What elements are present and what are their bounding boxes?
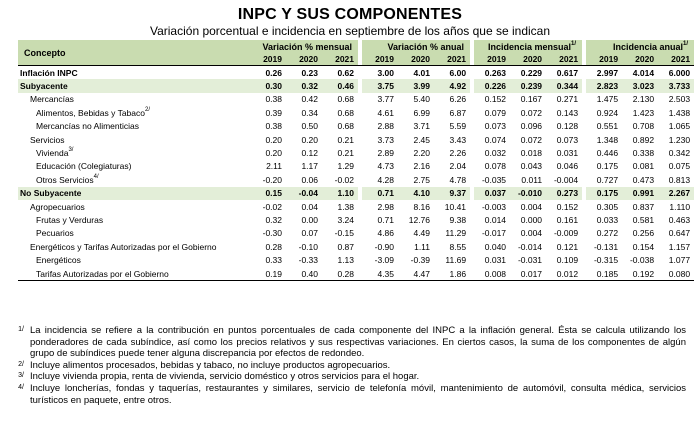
table-cell: 4.35 (362, 267, 398, 281)
table-cell: 0.344 (546, 79, 582, 92)
table-cell: 0.06 (301, 174, 318, 185)
year-header: 2021 (434, 53, 470, 66)
table-row (18, 240, 694, 253)
table-cell: 0.708 (632, 121, 655, 132)
table-cell: 4.73 (377, 161, 395, 172)
table-cell: -0.10 (298, 241, 318, 252)
table-cell: 0.072 (520, 134, 543, 145)
table-cell: 2.11 (266, 161, 282, 172)
table-cell: 4.49 (413, 228, 431, 239)
table-cell: 0.031 (484, 255, 507, 266)
table-cell: 3.43 (449, 134, 467, 145)
table-cell: 0.04 (301, 201, 318, 212)
table-subtitle: Variación porcentual e incidencia en septiembre de los años que se indican (149, 24, 551, 38)
table-cell: 0.551 (596, 121, 619, 132)
group-header-monthly-incidence: Incidencia mensual$^{1/}$ (474, 40, 582, 53)
table-cell: 0.68 (337, 94, 355, 105)
table-row (18, 173, 694, 186)
table-cell: 0.40 (286, 267, 322, 281)
row-label: Energéticos (36, 255, 81, 266)
table-cell: 0.154 (632, 241, 655, 252)
table-cell: 0.342 (668, 148, 691, 159)
table-cell: 0.19 (250, 267, 286, 281)
table-cell: -0.004 (553, 174, 579, 185)
table-cell: 0.727 (596, 174, 619, 185)
table-cell: 3.75 (362, 79, 398, 92)
table-cell: 3.73 (377, 134, 395, 145)
table-cell: -0.017 (481, 228, 507, 239)
table-cell: 0.074 (484, 134, 507, 145)
row-label: Alimentos, Bebidas y Tabaco$^{2/}$ (36, 106, 151, 118)
table-cell: 0.192 (622, 267, 658, 281)
table-cell: 5.59 (449, 121, 467, 132)
table-cell: 0.018 (520, 148, 543, 159)
table-cell: 0.20 (265, 148, 282, 159)
table-cell: -3.09 (374, 255, 395, 266)
table-cell: 0.338 (632, 148, 655, 159)
table-cell: 0.000 (520, 214, 543, 225)
table-cell: 0.446 (596, 148, 619, 159)
table-cell: 0.23 (286, 66, 322, 80)
table-cell: -0.315 (593, 255, 619, 266)
table-cell: -0.39 (410, 255, 431, 266)
table-cell: 1.110 (669, 201, 691, 212)
table-cell: 0.68 (337, 107, 355, 118)
table-row (18, 79, 694, 92)
table-cell: 3.023 (622, 79, 658, 92)
table-cell: 11.29 (445, 228, 467, 239)
group-header-annual-variation: Variación % anual (362, 40, 470, 53)
table-cell: 0.109 (556, 255, 579, 266)
footnote: 3/ Incluye vivienda propia, renta de vivienda, servicio doméstico y otros servicios para el hogar. (18, 371, 420, 383)
table-cell: 0.837 (632, 201, 655, 212)
concept-header: Concepto (18, 40, 250, 66)
table-cell: -0.031 (517, 255, 543, 266)
table-cell: 4.78 (449, 174, 467, 185)
table-cell: 1.38 (337, 201, 355, 212)
table-cell: -0.010 (510, 187, 546, 200)
table-cell: 0.031 (556, 148, 579, 159)
table-row (18, 200, 694, 213)
table-cell: -0.02 (334, 174, 355, 185)
table-cell: 4.92 (434, 79, 470, 92)
table-cell: -0.15 (334, 228, 355, 239)
footnote: 1/ La incidencia se refiere a la contribución en puntos porcentuales de cada componente del INPC a la inflación general. Ésta se calcula utilizando los ponderadores de cada subíndice, así como los precios relativos y sus respectivas variaciones. En ciertos casos, la suma de los componentes de algún grupo de subíndices puede tener alguna discrepancia por efectos de redondeo. (18, 325, 686, 360)
row-label: Mercancías no Alimenticias (36, 121, 139, 132)
row-label: Energéticos y Tarifas Autorizadas por el Gobierno (30, 241, 217, 252)
table-cell: 0.004 (520, 201, 543, 212)
table-cell: 1.10 (322, 187, 358, 200)
table-cell: 0.30 (250, 79, 286, 92)
table-cell: 0.161 (556, 214, 579, 225)
table-cell: 2.98 (377, 201, 395, 212)
table-cell: 6.000 (658, 66, 694, 80)
table-cell: 1.475 (596, 94, 619, 105)
row-label: Inflación INPC (18, 66, 250, 80)
table-cell: 3.71 (413, 121, 431, 132)
table-cell: -0.90 (374, 241, 395, 252)
table-cell: 0.152 (484, 94, 507, 105)
table-row (18, 146, 694, 159)
table-row (18, 160, 694, 173)
table-cell: 1.423 (632, 107, 655, 118)
row-label: Tarifas Autorizadas por el Gobierno (18, 267, 250, 281)
table-row (18, 133, 694, 146)
table-cell: 1.065 (668, 121, 691, 132)
table-cell: 0.226 (474, 79, 510, 92)
table-cell: 0.305 (596, 201, 619, 212)
table-cell: -0.035 (481, 174, 507, 185)
table-cell: 1.29 (337, 161, 355, 172)
table-cell: 3.24 (337, 214, 355, 225)
table-cell: 0.62 (322, 66, 358, 80)
table-cell: -0.009 (553, 228, 579, 239)
table-cell: 0.012 (546, 267, 582, 281)
table-cell: 0.273 (546, 187, 582, 200)
table-cell: 0.263 (474, 66, 510, 80)
table-cell: 1.11 (414, 241, 431, 252)
table-cell: 0.38 (265, 121, 282, 132)
table-cell: 0.239 (510, 79, 546, 92)
table-cell: 2.89 (377, 148, 395, 159)
table-cell: 8.16 (413, 201, 431, 212)
table-cell: 0.043 (520, 161, 543, 172)
row-label: Otros Servicios$^{4/}$ (36, 173, 99, 185)
table-cell: 0.008 (474, 267, 510, 281)
table-cell: 6.00 (434, 66, 470, 80)
table-cell: 1.13 (337, 255, 355, 266)
year-header: 2021 (546, 53, 582, 66)
table-cell: 0.647 (668, 228, 691, 239)
year-header: 2019 (362, 53, 398, 66)
table-cell: 3.99 (398, 79, 434, 92)
footnotes (0, 325, 700, 406)
table-cell: 9.37 (434, 187, 470, 200)
table-cell: 0.463 (668, 214, 691, 225)
table-row (18, 213, 694, 226)
table-cell: 1.348 (596, 134, 619, 145)
table-cell: 0.33 (265, 255, 282, 266)
table-cell: 0.38 (265, 94, 282, 105)
table-cell: 0.080 (658, 267, 694, 281)
row-label: Frutas y Verduras (36, 214, 104, 225)
table-cell: 0.073 (484, 121, 507, 132)
table-cell: 3.00 (362, 66, 398, 80)
table-cell: 0.096 (520, 121, 543, 132)
table-cell: 0.272 (596, 228, 619, 239)
table-row (18, 120, 694, 133)
row-label: Vivienda$^{3/}$ (36, 147, 74, 159)
year-header: 2019 (586, 53, 622, 66)
table-cell: 0.12 (301, 148, 318, 159)
table-cell: 0.26 (250, 66, 286, 80)
year-header: 2021 (322, 53, 358, 66)
table-cell: 2.267 (658, 187, 694, 200)
table-cell: 6.87 (449, 107, 467, 118)
table-cell: 0.121 (556, 241, 579, 252)
table-cell: 0.175 (596, 161, 619, 172)
table-row (18, 267, 694, 281)
table-cell: 0.032 (484, 148, 507, 159)
table-cell: 0.081 (632, 161, 655, 172)
footnote: 2/ Incluye alimentos procesados, bebidas y tabaco, no incluye productos agropecuarios. (18, 359, 391, 371)
year-header: 2020 (510, 53, 546, 66)
table-cell: -0.02 (262, 201, 282, 212)
table-cell: 2.997 (586, 66, 622, 80)
table-cell: 0.20 (265, 134, 282, 145)
table-cell: 4.10 (398, 187, 434, 200)
table-cell: 0.014 (484, 214, 507, 225)
table-cell: 0.075 (668, 161, 691, 172)
table-cell: 1.077 (668, 255, 691, 266)
table-cell: 0.229 (510, 66, 546, 80)
table-cell: 2.45 (413, 134, 431, 145)
table-cell: 0.617 (546, 66, 582, 80)
row-label: Mercancías (30, 94, 74, 105)
row-label: No Subyacente (18, 187, 250, 200)
table-cell: 9.38 (449, 214, 467, 225)
table-cell: 0.07 (301, 228, 318, 239)
group-header-annual-incidence: Incidencia anual$^{1/}$ (586, 40, 694, 53)
table-cell: 6.26 (449, 94, 467, 105)
table-cell: 0.079 (484, 107, 507, 118)
table-cell: 0.017 (510, 267, 546, 281)
table-cell: 0.991 (622, 187, 658, 200)
table-cell: 11.69 (445, 255, 467, 266)
table-cell: 1.86 (434, 267, 470, 281)
row-label: Servicios (30, 134, 65, 145)
year-header: 2019 (250, 53, 286, 66)
table-cell: 4.28 (377, 174, 395, 185)
table-cell: 0.21 (337, 134, 355, 145)
table-cell: 0.033 (596, 214, 619, 225)
table-cell: 2.04 (449, 161, 467, 172)
footnote: 4/ Incluye loncherías, fondas y taquerías, restaurantes y similares, servicio de telefonía móvil, mantenimiento de automóvil, consulta médica, servicios turísticos en paquete, entre otros. (18, 382, 686, 406)
table-cell: 2.823 (586, 79, 622, 92)
year-header: 2021 (658, 53, 694, 66)
table-cell: 0.271 (556, 94, 579, 105)
table-cell: 2.20 (413, 148, 431, 159)
table-cell: 12.76 (408, 214, 431, 225)
table-cell: 0.473 (632, 174, 655, 185)
table-cell: 0.39 (265, 107, 282, 118)
table-cell: 10.41 (444, 201, 467, 212)
table-cell: 0.256 (632, 228, 655, 239)
table-cell: 0.078 (484, 161, 507, 172)
table-cell: 0.167 (520, 94, 543, 105)
year-header: 2020 (286, 53, 322, 66)
table-cell: 0.004 (520, 228, 543, 239)
table-cell: 0.15 (250, 187, 286, 200)
table-cell: 4.61 (377, 107, 395, 118)
table-cell: 4.47 (398, 267, 434, 281)
table-cell: 2.26 (449, 148, 467, 159)
table-cell: 8.55 (449, 241, 467, 252)
table-cell: 0.813 (668, 174, 691, 185)
table-cell: 0.20 (301, 134, 318, 145)
table-cell: 5.40 (413, 94, 431, 105)
table-body (18, 66, 694, 281)
table-cell: 0.185 (586, 267, 622, 281)
group-header-monthly-variation: Variación % mensual (250, 40, 358, 53)
row-label: Agropecuarios (30, 201, 85, 212)
table-cell: -0.131 (593, 241, 619, 252)
table-cell: 1.157 (668, 241, 691, 252)
row-label: Pecuarios (36, 228, 74, 239)
table-cell: 3.733 (658, 79, 694, 92)
table-cell: 1.438 (668, 107, 691, 118)
table-cell: 0.46 (322, 79, 358, 92)
table-cell: 2.75 (413, 174, 431, 185)
row-label: Educación (Colegiaturas) (36, 161, 132, 172)
table-cell: -0.20 (262, 174, 282, 185)
table-cell: -0.33 (298, 255, 318, 266)
row-label: Subyacente (18, 79, 250, 92)
table-cell: 0.581 (632, 214, 655, 225)
table-cell: 1.17 (301, 161, 318, 172)
table-cell: 3.77 (377, 94, 395, 105)
table-cell: 0.037 (474, 187, 510, 200)
table-cell: 0.32 (286, 79, 322, 92)
table-cell: 0.28 (322, 267, 358, 281)
table-cell: 4.01 (398, 66, 434, 80)
table-row (18, 227, 694, 240)
table-cell: 2.88 (377, 121, 395, 132)
table-cell: 6.99 (413, 107, 431, 118)
table-row (18, 187, 694, 200)
table-row (18, 253, 694, 266)
table-cell: 0.175 (586, 187, 622, 200)
inpc-table (18, 40, 694, 281)
table-cell: 0.32 (265, 214, 282, 225)
year-header: 2020 (622, 53, 658, 66)
table-cell: -0.014 (517, 241, 543, 252)
table-row (18, 93, 694, 106)
table-cell: 2.130 (632, 94, 655, 105)
table-cell: 0.073 (556, 134, 579, 145)
table-cell: -0.30 (262, 228, 282, 239)
table-cell: 2.16 (413, 161, 431, 172)
table-cell: 0.924 (596, 107, 619, 118)
table-cell: 0.71 (362, 187, 398, 200)
table-cell: 1.230 (668, 134, 691, 145)
table-cell: 0.128 (556, 121, 579, 132)
table-row (18, 106, 694, 119)
table-title: INPC Y SUS COMPONENTES (237, 6, 463, 23)
table-cell: 0.00 (301, 214, 318, 225)
table-cell: 0.143 (556, 107, 579, 118)
table-cell: 4.014 (622, 66, 658, 80)
year-header: 2019 (474, 53, 510, 66)
table-cell: 0.011 (521, 174, 543, 185)
table-cell: 0.50 (301, 121, 318, 132)
table-cell: -0.04 (286, 187, 322, 200)
table-cell: 0.072 (520, 107, 543, 118)
table-cell: 0.152 (556, 201, 579, 212)
table-cell: 0.28 (265, 241, 282, 252)
table-cell: 0.21 (337, 148, 355, 159)
table-cell: 0.42 (301, 94, 318, 105)
table-cell: 0.040 (484, 241, 507, 252)
table-cell: -0.003 (481, 201, 507, 212)
table-cell: 0.046 (556, 161, 579, 172)
table-cell: 4.86 (377, 228, 395, 239)
table-cell: 0.68 (337, 121, 355, 132)
table-cell: 0.71 (377, 214, 395, 225)
table-cell: 0.87 (337, 241, 355, 252)
table-cell: 2.503 (668, 94, 691, 105)
table-row (18, 66, 694, 80)
table-cell: 0.892 (632, 134, 655, 145)
table-cell: 0.34 (301, 107, 318, 118)
year-header: 2020 (398, 53, 434, 66)
table-cell: -0.038 (629, 255, 655, 266)
